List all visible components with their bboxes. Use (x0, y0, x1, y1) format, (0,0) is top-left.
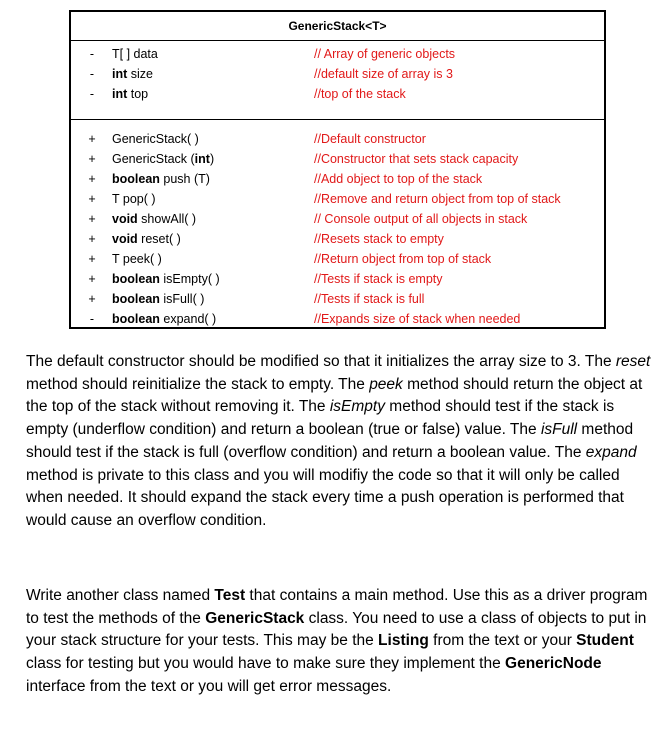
bold-term: GenericNode (505, 655, 602, 673)
method-row (71, 169, 604, 189)
method-declaration: void reset( ) (112, 232, 181, 246)
visibility-marker: - (89, 47, 95, 61)
text-run: method should reinitialize the stack to empty. The (26, 375, 370, 393)
bold-term: Listing (378, 632, 429, 650)
method-declaration: boolean push (T) (112, 172, 210, 186)
text-run: class. You need to use a class of objects to put in your stack structure for your tests. This may be the (26, 609, 647, 650)
uml-class-diagram (69, 10, 606, 329)
method-declaration: boolean expand( ) (112, 312, 217, 326)
field-row (71, 64, 604, 84)
field-comment: //default size of array is 3 (314, 67, 453, 81)
method-declaration: T peek( ) (112, 252, 162, 266)
field-declaration: int top (112, 87, 149, 101)
method-row (71, 289, 604, 309)
bold-term: Test (214, 587, 246, 604)
method-declaration: boolean isEmpty( ) (112, 272, 220, 286)
method-comment: //Expands size of stack when needed (314, 312, 521, 326)
paragraph-test-class (26, 585, 656, 699)
italic-term: peek (369, 375, 403, 393)
method-row (71, 189, 604, 209)
text-run: interface from the text or you will get error messages. (26, 677, 392, 695)
text-run: method is private to this class and you will modifiy the code so that it will only be called when needed. It should expand the stack every time a push operation is performed that would cause an overflow condition. (26, 466, 624, 529)
italic-term: isFull (540, 421, 578, 439)
visibility-marker: + (88, 252, 96, 266)
field-comment: // Array of generic objects (314, 47, 456, 61)
visibility-marker: + (88, 272, 96, 286)
uml-methods-section (71, 120, 604, 329)
italic-term: isEmpty (329, 398, 385, 416)
method-comment: //Remove and return object from top of stack (314, 192, 561, 206)
visibility-marker: + (88, 292, 96, 306)
paragraph-requirements (26, 351, 656, 533)
method-declaration: GenericStack( ) (112, 132, 199, 146)
visibility-marker: + (88, 192, 96, 206)
method-row (71, 249, 604, 269)
method-declaration: boolean isFull( ) (112, 292, 205, 306)
method-row (71, 269, 604, 289)
text-run: method should return the object at the top of the stack without removing it. The (26, 375, 643, 416)
bold-term: GenericStack (205, 609, 305, 627)
method-declaration: GenericStack (int) (112, 152, 215, 166)
text-run: method should test if the stack is empty (underflow condition) and return a boolean (true or false) value. The (26, 398, 615, 439)
method-comment: //Resets stack to empty (314, 232, 444, 246)
visibility-marker: + (88, 152, 96, 166)
field-declaration: int size (112, 67, 153, 81)
field-declaration: T[ ] data (112, 47, 158, 61)
italic-term: expand (585, 443, 637, 461)
field-row (71, 44, 604, 64)
method-comment: // Console output of all objects in stack (314, 212, 528, 226)
method-comment: //Return object from top of stack (314, 252, 492, 266)
method-row (71, 209, 604, 229)
text-run: method should test if the stack is full (overflow condition) and return a boolean value. The (26, 421, 634, 461)
method-declaration: T pop( ) (112, 192, 156, 206)
uml-fields-section (71, 41, 604, 120)
text-run: class for testing but you would have to make sure they implement the (26, 655, 506, 673)
method-comment: //Add object to top of the stack (314, 172, 483, 186)
method-comment: //Tests if stack is full (314, 292, 425, 306)
visibility-marker: - (89, 87, 95, 101)
visibility-marker: - (89, 312, 95, 326)
italic-term: reset (615, 353, 651, 370)
uml-class-title: GenericStack<T> (71, 12, 604, 41)
text-run: from the text or your (428, 632, 577, 650)
bold-term: Student (576, 632, 634, 650)
text-run: The default constructor should be modified so that it initializes the array size to 3. The (26, 353, 616, 370)
field-comment: //top of the stack (314, 87, 406, 101)
method-row (71, 229, 604, 249)
method-row (71, 129, 604, 149)
method-comment: //Default constructor (314, 132, 426, 146)
method-declaration: void showAll( ) (112, 212, 197, 226)
text-run: Write another class named (26, 587, 215, 604)
text-run: that contains a main method. Use this as a driver program to test the methods of the (26, 587, 648, 627)
visibility-marker: + (88, 172, 96, 186)
method-row (71, 309, 604, 329)
method-comment: //Tests if stack is empty (314, 272, 443, 286)
method-comment: //Constructor that sets stack capacity (314, 152, 519, 166)
visibility-marker: - (89, 67, 95, 81)
visibility-marker: + (88, 232, 96, 246)
visibility-marker: + (88, 132, 96, 146)
visibility-marker: + (88, 212, 96, 226)
method-row (71, 149, 604, 169)
field-row (71, 84, 604, 104)
